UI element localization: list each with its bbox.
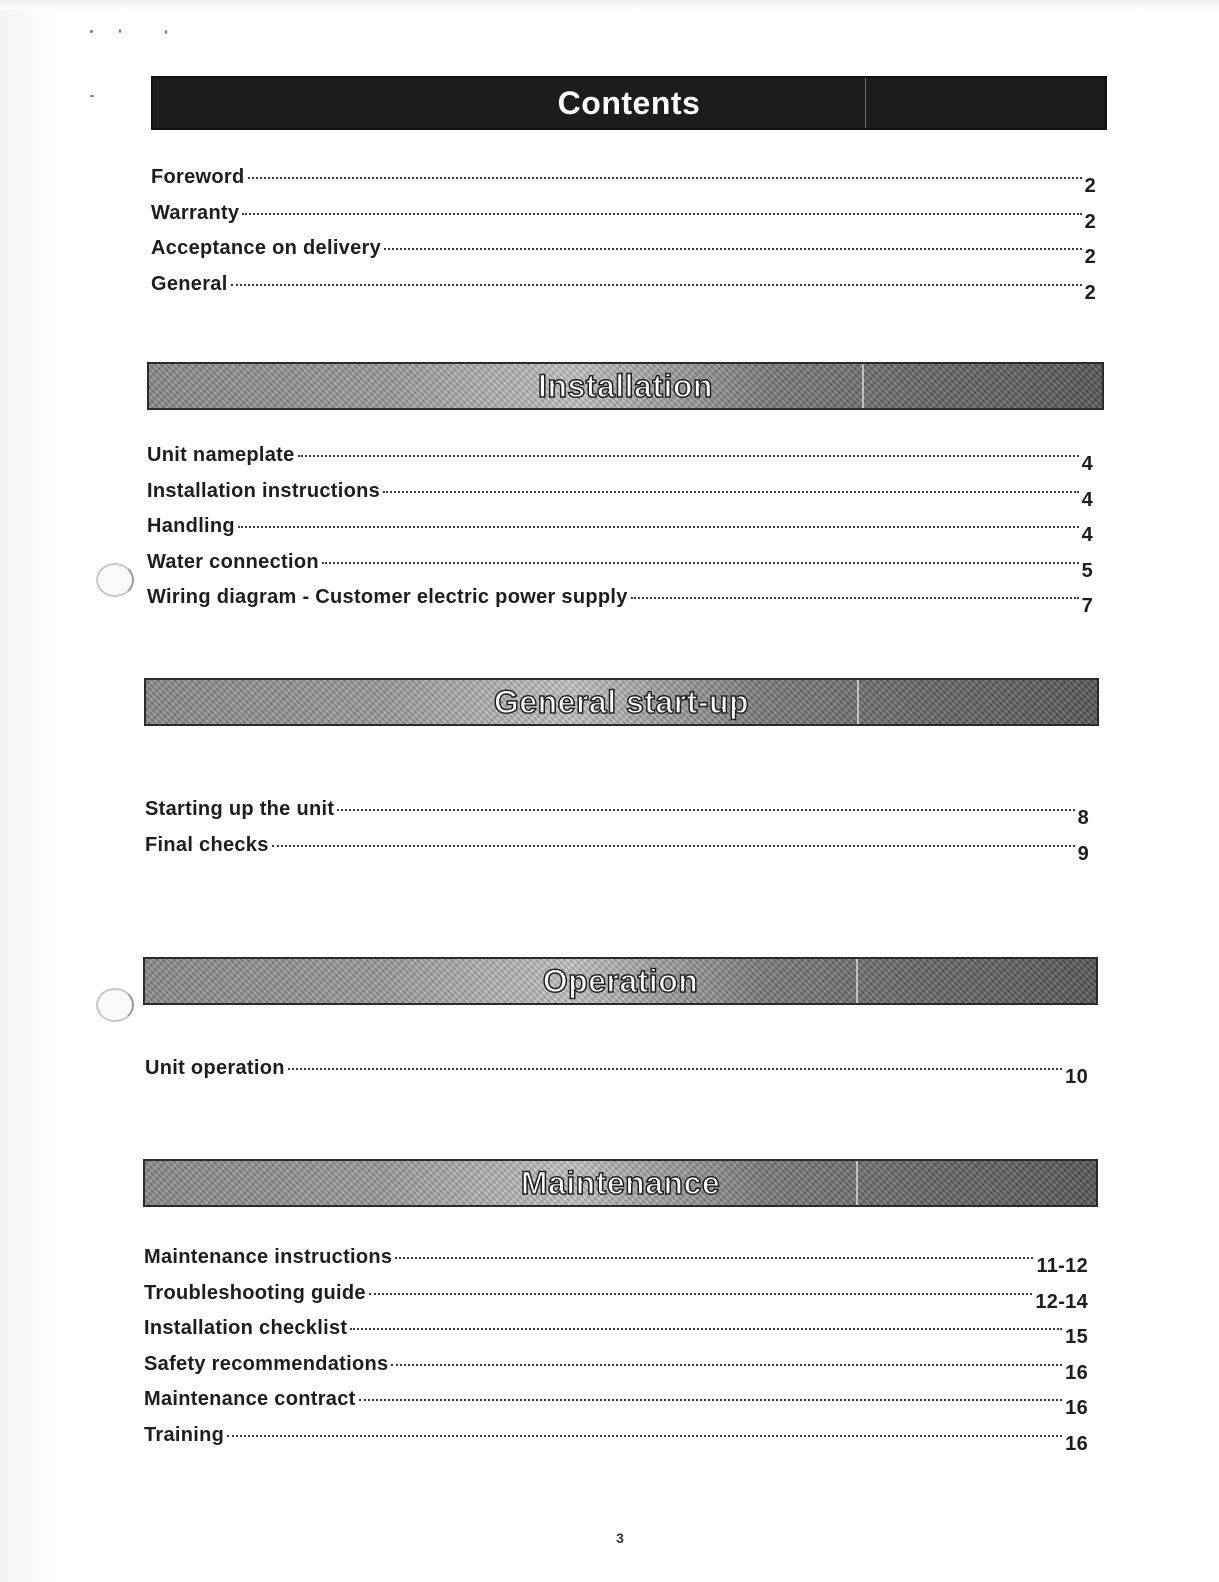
toc-entry-page: 4 [1081, 453, 1093, 475]
toc-list-general-start-up [145, 798, 1089, 869]
dot-leader [322, 562, 1079, 564]
banner-divider [856, 959, 858, 1003]
toc-entry[interactable] [147, 444, 1093, 480]
general-start-up-banner [144, 678, 1099, 726]
toc-entry-page: 15 [1065, 1326, 1088, 1348]
scan-speck [119, 29, 121, 33]
dot-leader [631, 597, 1079, 599]
toc-list-operation [145, 1057, 1088, 1093]
dot-leader [272, 845, 1075, 847]
toc-entry-page: 12-14 [1035, 1290, 1088, 1313]
toc-entry[interactable] [144, 1353, 1088, 1389]
dot-leader [359, 1399, 1063, 1401]
dot-leader [238, 526, 1079, 528]
dot-leader [369, 1293, 1033, 1295]
toc-entry-page: 2 [1084, 281, 1096, 304]
toc-entry[interactable] [151, 237, 1096, 273]
toc-entry[interactable] [151, 273, 1096, 309]
dot-leader [395, 1257, 1033, 1259]
toc-entry[interactable] [145, 834, 1089, 870]
dot-leader [350, 1328, 1062, 1330]
section-title: Contents [557, 84, 701, 121]
scan-speck [165, 30, 167, 34]
installation-banner [147, 362, 1104, 410]
toc-entry-page: 7 [1081, 595, 1093, 617]
scan-speck [90, 95, 94, 97]
toc-entry[interactable] [151, 166, 1096, 202]
toc-entry-page: 16 [1065, 1361, 1088, 1384]
toc-entry-label: Maintenance instructions [144, 1246, 393, 1268]
toc-entry-page: 16 [1065, 1432, 1088, 1455]
contents-banner [151, 76, 1107, 130]
toc-entry[interactable] [151, 202, 1096, 238]
toc-entry-label: Training [144, 1423, 225, 1446]
dot-leader [391, 1364, 1062, 1366]
toc-entry-label: Troubleshooting guide [144, 1281, 366, 1304]
operation-banner [143, 957, 1098, 1005]
toc-entry-label: Final checks [145, 833, 269, 856]
toc-entry-page: 10 [1065, 1066, 1088, 1088]
maintenance-banner [143, 1159, 1098, 1207]
banner-divider [856, 1161, 858, 1205]
toc-entry-page: 4 [1081, 488, 1093, 511]
toc-entry-page: 5 [1081, 559, 1093, 582]
toc-entry-label: Handling [147, 515, 235, 537]
toc-entry[interactable] [144, 1424, 1088, 1460]
toc-entry-label: Installation instructions [147, 479, 381, 502]
toc-list-installation [147, 444, 1093, 622]
scan-edge-shadow [0, 0, 60, 1582]
section-title: Maintenance [520, 1164, 721, 1201]
dot-leader [288, 1068, 1062, 1070]
toc-entry-page: 11-12 [1036, 1255, 1088, 1277]
toc-entry-page: 8 [1077, 807, 1089, 829]
dot-leader [383, 491, 1078, 493]
section-title: General start-up [493, 683, 750, 720]
toc-entry-page: 2 [1084, 210, 1096, 233]
punch-hole [96, 563, 134, 597]
banner-divider [865, 78, 866, 128]
toc-entry-label: Unit nameplate [147, 444, 295, 466]
toc-entry-label: Water connection [147, 550, 319, 573]
toc-list-contents [151, 166, 1096, 308]
toc-entry-page: 2 [1084, 246, 1096, 268]
toc-entry-label: Maintenance contract [144, 1388, 356, 1410]
punch-hole [96, 988, 134, 1022]
toc-entry[interactable] [147, 480, 1093, 516]
dot-leader [242, 213, 1081, 215]
toc-entry-label: Foreword [151, 166, 245, 188]
section-title: Operation [542, 962, 699, 999]
toc-list-maintenance [144, 1246, 1088, 1459]
toc-entry-page: 9 [1077, 842, 1089, 865]
dot-leader [384, 248, 1082, 250]
dot-leader [227, 1435, 1062, 1437]
toc-entry[interactable] [147, 551, 1093, 587]
toc-entry-page: 4 [1081, 524, 1093, 546]
toc-entry-label: Warranty [151, 201, 240, 224]
banner-divider [862, 364, 864, 408]
toc-entry-label: Safety recommendations [144, 1352, 389, 1375]
toc-entry[interactable] [145, 1057, 1088, 1093]
scan-top-shadow [0, 0, 1219, 10]
toc-entry[interactable] [145, 798, 1089, 834]
section-title: Installation [538, 367, 713, 404]
toc-entry[interactable] [147, 515, 1093, 551]
banner-divider [857, 680, 859, 724]
toc-entry[interactable] [144, 1282, 1088, 1318]
toc-entry-page: 2 [1084, 175, 1096, 197]
toc-entry-label: Starting up the unit [145, 798, 335, 820]
toc-entry[interactable] [144, 1388, 1088, 1424]
toc-entry[interactable] [144, 1317, 1088, 1353]
toc-entry-label: General [151, 272, 228, 295]
dot-leader [298, 455, 1079, 457]
toc-entry-page: 16 [1065, 1397, 1088, 1419]
toc-entry-label: Acceptance on delivery [151, 237, 382, 259]
toc-entry-label: Installation checklist [144, 1317, 348, 1339]
toc-entry-label: Wiring diagram - Customer electric power supply [147, 586, 628, 608]
page-number: 3 [616, 1530, 624, 1546]
dot-leader [248, 177, 1082, 179]
toc-entry[interactable] [147, 586, 1093, 622]
dot-leader [231, 284, 1082, 286]
scan-speck [90, 30, 93, 33]
toc-entry-label: Unit operation [145, 1057, 285, 1079]
dot-leader [337, 809, 1074, 811]
toc-entry[interactable] [144, 1246, 1088, 1282]
